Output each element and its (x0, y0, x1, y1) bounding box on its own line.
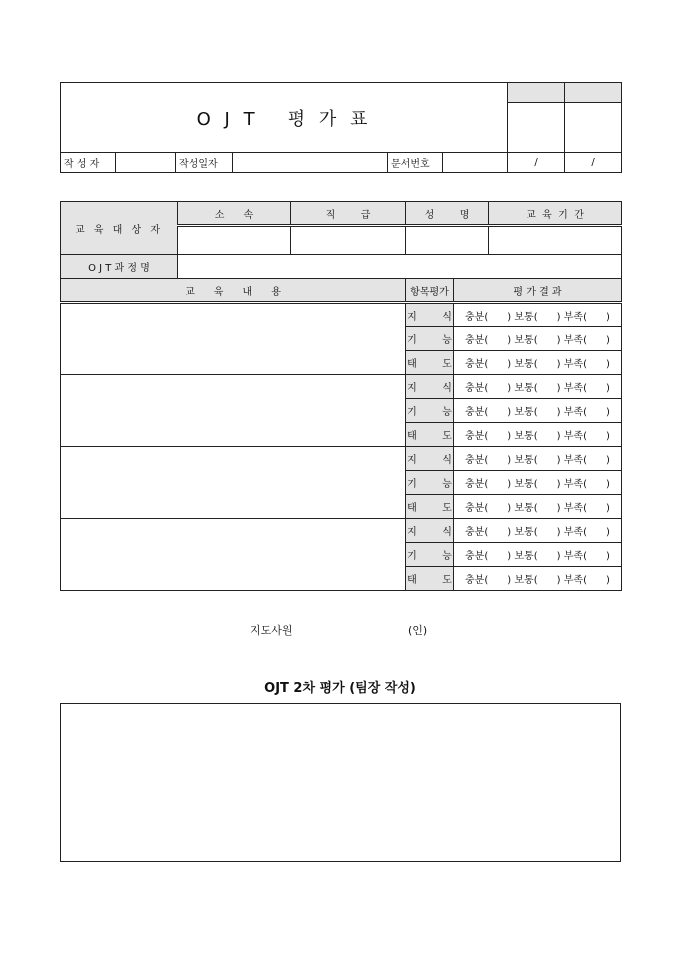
writer-field[interactable] (116, 153, 176, 173)
rank-field[interactable] (291, 226, 406, 255)
result-options[interactable]: 충분( ) 보통( ) 부족( ) (454, 423, 622, 447)
dept-header: 소 속 (178, 202, 291, 226)
evaluation-table (60, 201, 622, 591)
period-field[interactable] (489, 226, 622, 255)
course-field[interactable] (178, 255, 622, 279)
result-options[interactable]: 충분( ) 보통( ) 부족( ) (454, 471, 622, 495)
result-options[interactable]: 충분( ) 보통( ) 부족( ) (454, 303, 622, 327)
dept-field[interactable] (178, 226, 291, 255)
content-field-1[interactable] (61, 303, 406, 375)
result-options[interactable]: 충분( ) 보통( ) 부족( ) (454, 447, 622, 471)
item-header: 항목평가 (406, 279, 454, 303)
docno-field[interactable] (443, 153, 508, 173)
name-field[interactable] (406, 226, 489, 255)
result-options[interactable]: 충분( ) 보통( ) 부족( ) (454, 375, 622, 399)
rank-header: 직 급 (291, 202, 406, 226)
result-options[interactable]: 충분( ) 보통( ) 부족( ) (454, 519, 622, 543)
result-header: 평 가 결 과 (454, 279, 622, 303)
item-knowledge: 지 식 (406, 447, 454, 471)
course-label: O J T 과 정 명 (61, 255, 178, 279)
result-options[interactable]: 충분( ) 보통( ) 부족( ) (454, 351, 622, 375)
content-field-3[interactable] (61, 447, 406, 519)
seal-label: (인) (408, 624, 428, 637)
result-options[interactable]: 충분( ) 보통( ) 부족( ) (454, 327, 622, 351)
writer-label: 작 성 자 (61, 153, 116, 173)
date-field[interactable] (233, 153, 388, 173)
second-eval-title: OJT 2차 평가 (팀장 작성) (264, 681, 416, 696)
item-knowledge: 지 식 (406, 519, 454, 543)
item-knowledge: 지 식 (406, 303, 454, 327)
item-skill: 기 능 (406, 327, 454, 351)
approval-header-1 (508, 83, 565, 103)
target-label: 교 육 대 상 자 (61, 202, 178, 255)
item-skill: 기 능 (406, 543, 454, 567)
content-field-4[interactable] (61, 519, 406, 591)
instructor-label: 지도사원 (250, 624, 293, 637)
date-label: 작성일자 (176, 153, 233, 173)
header-table (60, 82, 622, 173)
content-header: 교 육 내 용 (61, 279, 406, 303)
item-knowledge: 지 식 (406, 375, 454, 399)
item-skill: 기 능 (406, 471, 454, 495)
period-header: 교 육 기 간 (489, 202, 622, 226)
item-skill: 기 능 (406, 399, 454, 423)
approval-sign-2[interactable] (565, 103, 622, 153)
approval-date-2[interactable]: / (565, 153, 622, 173)
result-options[interactable]: 충분( ) 보통( ) 부족( ) (454, 399, 622, 423)
second-eval-box[interactable] (60, 703, 621, 862)
form-title: O J T 평 가 표 (61, 83, 508, 153)
docno-label: 문서번호 (388, 153, 443, 173)
approval-header-2 (565, 83, 622, 103)
result-options[interactable]: 충분( ) 보통( ) 부족( ) (454, 543, 622, 567)
name-header: 성 명 (406, 202, 489, 226)
item-attitude: 태 도 (406, 495, 454, 519)
result-options[interactable]: 충분( ) 보통( ) 부족( ) (454, 567, 622, 591)
item-attitude: 태 도 (406, 423, 454, 447)
content-field-2[interactable] (61, 375, 406, 447)
item-attitude: 태 도 (406, 351, 454, 375)
approval-sign-1[interactable] (508, 103, 565, 153)
item-attitude: 태 도 (406, 567, 454, 591)
result-options[interactable]: 충분( ) 보통( ) 부족( ) (454, 495, 622, 519)
approval-date-1[interactable]: / (508, 153, 565, 173)
